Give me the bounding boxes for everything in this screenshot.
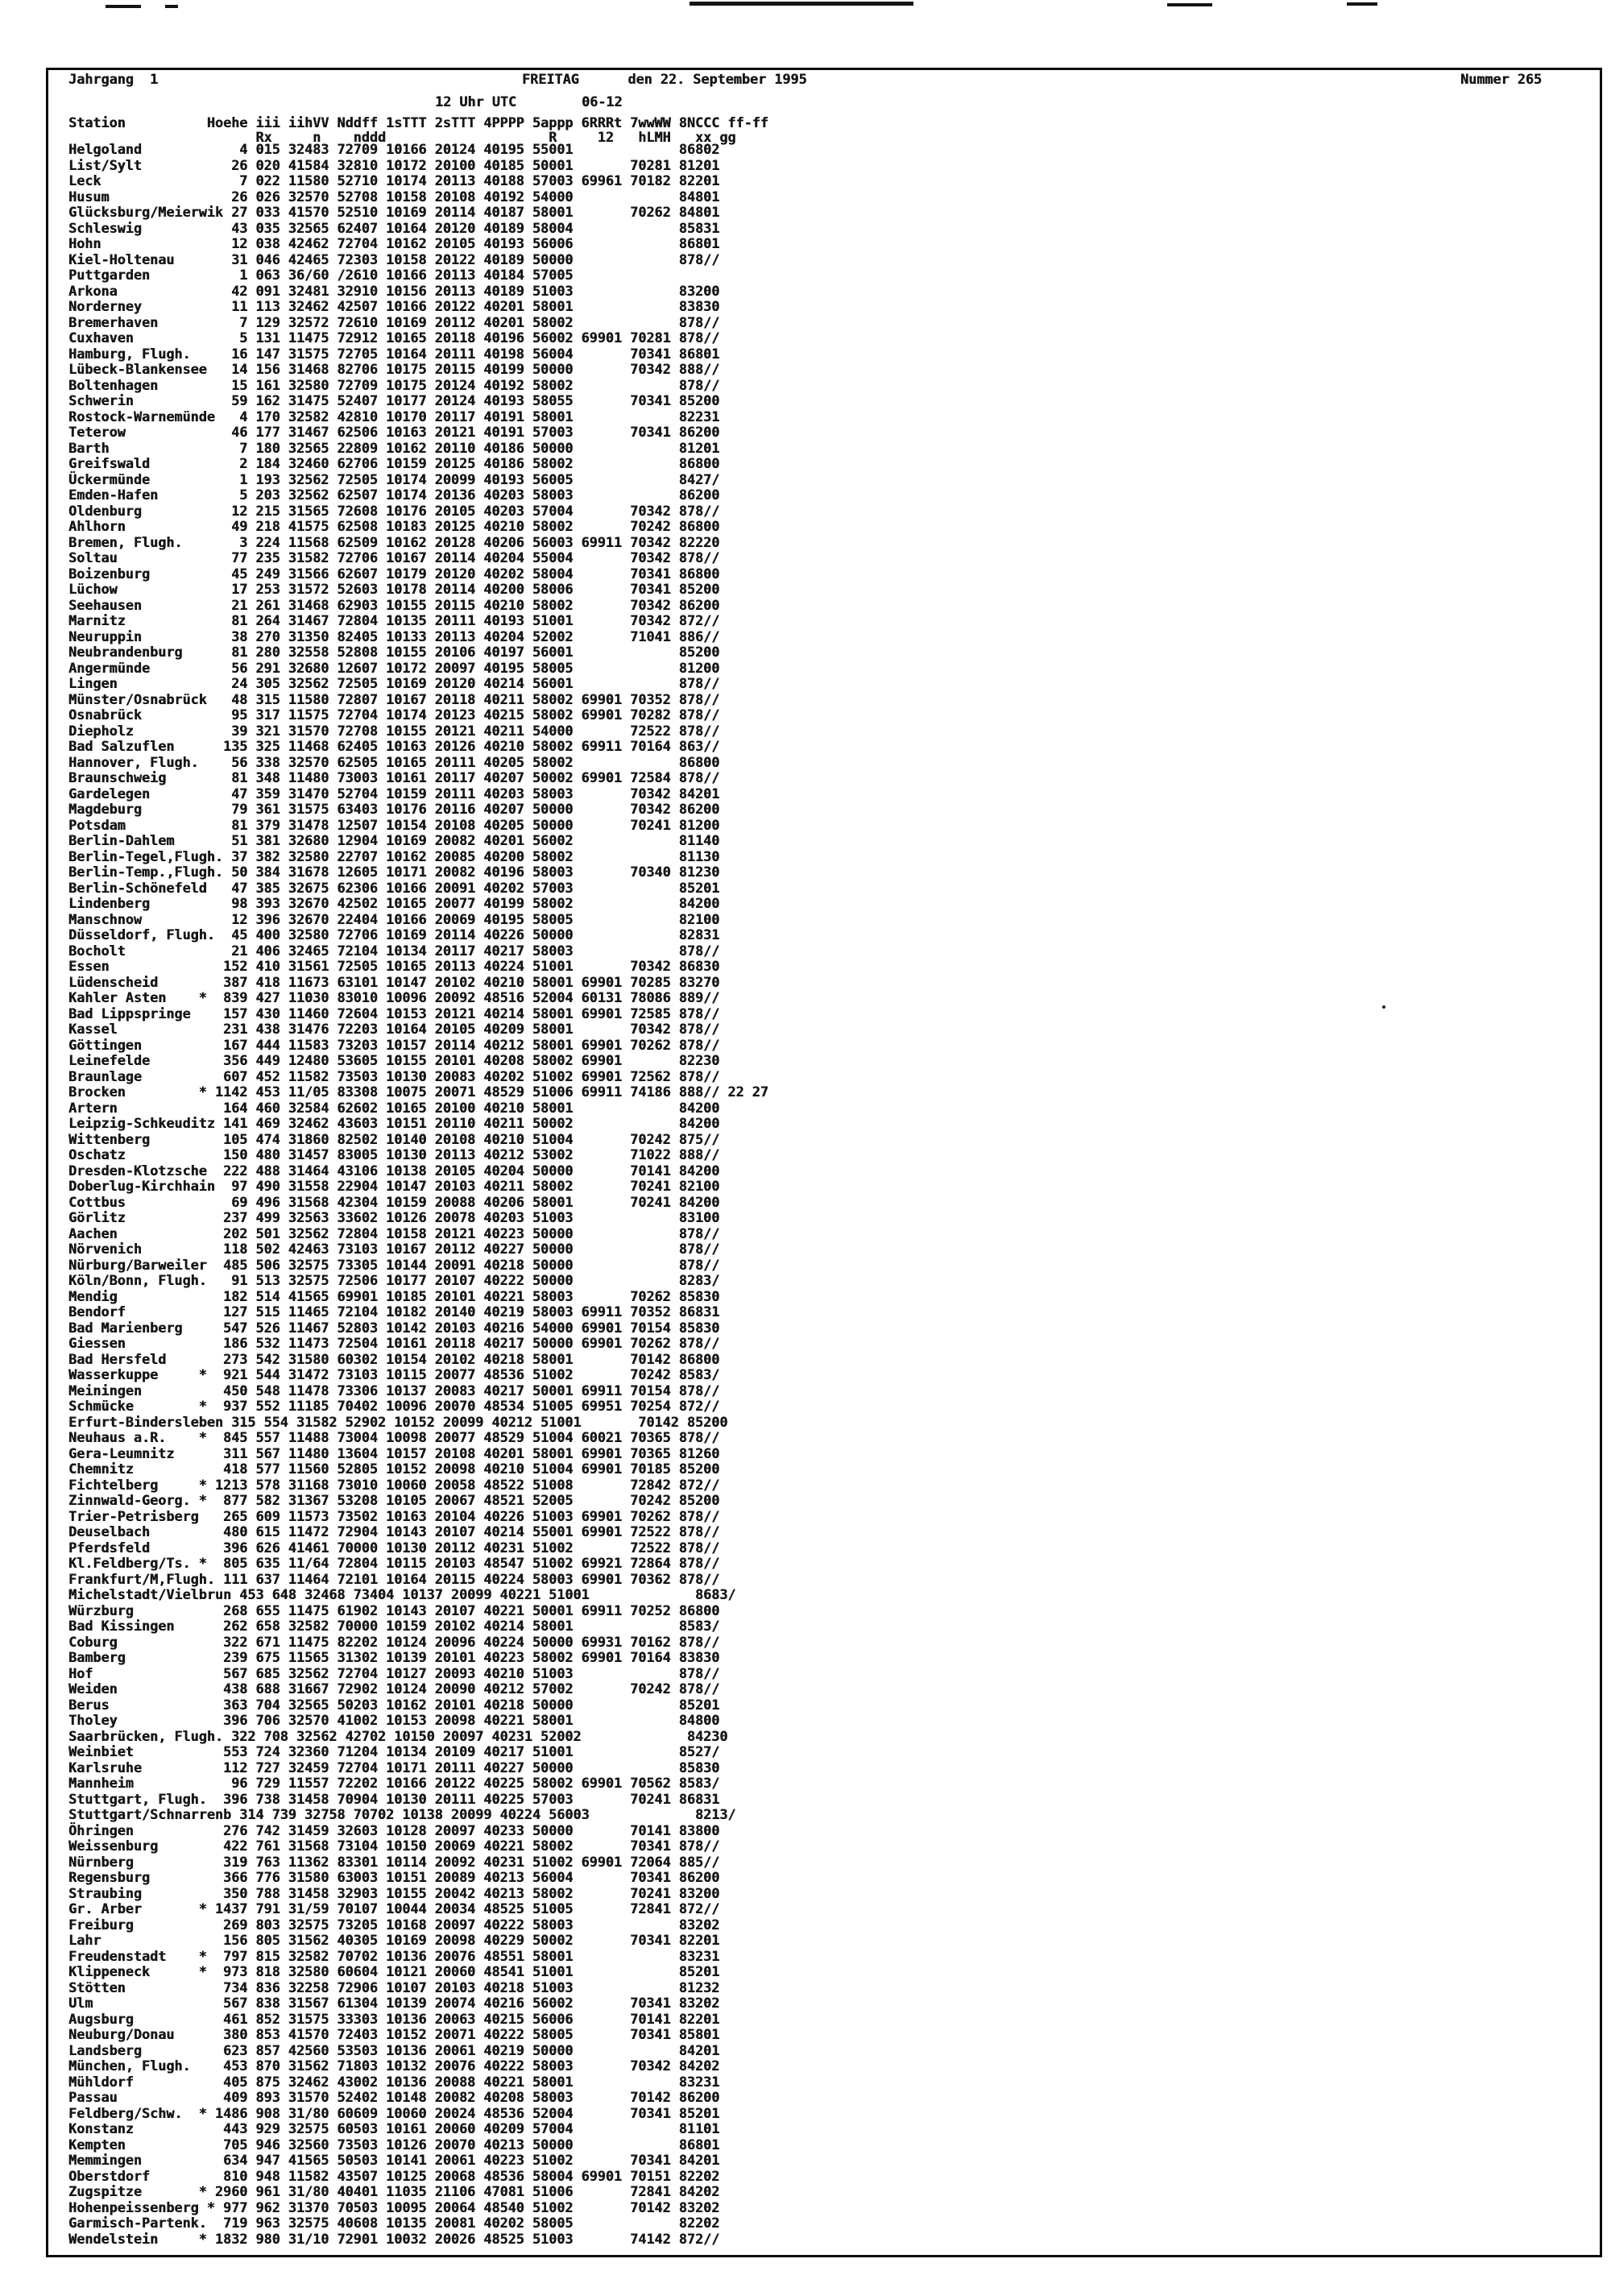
station-row: Hamburg, Flugh. 16 147 31575 72705 10164 20111 40198 56004 70341 86801	[68, 345, 720, 362]
station-row: Feldberg/Schw. * 1486 908 31/80 60609 10060 20024 48536 52004 70341 85201	[68, 2104, 720, 2121]
station-row: Lüchow 17 253 31572 52603 10178 20114 40200 58006 70341 85200	[68, 581, 720, 597]
station-row: Kiel-Holtenau 31 046 42465 72303 10158 20122 40189 50000 878//	[68, 251, 720, 267]
column-header-row-2: Rx n nddd R 12 hLMH xx gg	[68, 129, 736, 145]
station-row: Düsseldorf, Flugh. 45 400 32580 72706 10169 20114 40226 50000 82831	[68, 926, 720, 943]
station-row: Braunschweig 81 348 11480 73003 10161 20117 40207 50002 69901 72584 878//	[68, 769, 720, 785]
station-row: Giessen 186 532 11473 72504 10161 20118 40217 50000 69901 70262 878//	[68, 1335, 720, 1351]
station-row: Essen 152 410 31561 72505 10165 20113 40224 51001 70342 86830	[68, 958, 720, 974]
weekday-date-label: FREITAG den 22. September 1995	[522, 71, 807, 87]
station-row: Neuburg/Donau 380 853 41570 72403 10152 20071 40222 58005 70341 85801	[68, 2026, 720, 2042]
station-row: Münster/Osnabrück 48 315 11580 72807 10167 20118 40211 58002 69901 70352 878//	[68, 690, 720, 707]
station-row: Görlitz 237 499 32563 33602 10126 20078 40203 51003 83100	[68, 1209, 720, 1225]
station-row: Konstanz 443 929 32575 60503 10161 20060 40209 57004 81101	[68, 2120, 720, 2136]
station-row: Weinbiet 553 724 32360 71204 10134 20109 40217 51001 8527/	[68, 1743, 720, 1759]
station-row: Bremerhaven 7 129 32572 72610 10169 20112 40201 58002 878//	[68, 313, 720, 330]
station-row: Artern 164 460 32584 62602 10165 20100 40210 58001 84200	[68, 1099, 720, 1116]
scan-artifact-dash	[1167, 3, 1212, 6]
station-row: Hannover, Flugh. 56 338 32570 62505 10165 20111 40205 58002 86800	[68, 753, 720, 770]
station-table	[68, 142, 768, 2247]
station-row: Zugspitze * 2960 961 31/80 40401 11035 21106 47081 51006 72841 84202	[68, 2183, 720, 2199]
station-row: Pferdsfeld 396 626 41461 70000 10130 20112 40231 51002 72522 878//	[68, 1539, 720, 1556]
station-row: Braunlage 607 452 11582 73503 10130 20083 40202 51002 69901 72562 878//	[68, 1067, 720, 1084]
station-row: Leck 7 022 11580 52710 10174 20113 40188 57003 69961 70182 82201	[68, 172, 720, 189]
station-row: Nürburg/Barweiler 485 506 32575 73305 10144 20091 40218 50000 878//	[68, 1256, 720, 1273]
station-row: Angermünde 56 291 32680 12607 10172 20097 40195 58005 81200	[68, 659, 720, 676]
station-row: Oschatz 150 480 31457 83005 10130 20113 40212 53002 71022 888//	[68, 1146, 720, 1163]
station-row: Coburg 322 671 11475 82202 10124 20096 40224 50000 69931 70162 878//	[68, 1633, 720, 1650]
station-row: Hof 567 685 32562 72704 10127 20093 40210 51003 878//	[68, 1664, 720, 1681]
station-row: Kempten 705 946 32560 73503 10126 20070 40213 50000 86801	[68, 2136, 720, 2153]
station-row: Lindenberg 98 393 32670 42502 10165 20077 40199 58002 84200	[68, 895, 720, 911]
station-row: Saarbrücken, Flugh. 322 708 32562 42702 10150 20097 40231 52002 84230	[68, 1727, 728, 1744]
station-row: Bamberg 239 675 11565 31302 10139 20101 40223 58002 69901 70164 83830	[68, 1649, 720, 1665]
station-row: Garmisch-Partenk. 719 963 32575 40608 10135 20081 40202 58005 82202	[68, 2215, 720, 2231]
station-row: Schwerin 59 162 31475 52407 10177 20124 40193 58055 70341 85200	[68, 392, 720, 408]
station-row: Bad Kissingen 262 658 32582 70000 10159 20102 40214 58001 8583/	[68, 1618, 720, 1634]
station-row: Marnitz 81 264 31467 72804 10135 20111 40193 51001 70342 872//	[68, 612, 720, 628]
station-row: Rostock-Warnemünde 4 170 32582 42810 10170 20117 40191 58001 82231	[68, 408, 720, 425]
station-row: Stötten 734 836 32258 72906 10107 20103 40218 51003 81232	[68, 1979, 720, 1996]
station-row: Freudenstadt * 797 815 32582 70702 10136 20076 48551 58001 83231	[68, 1947, 720, 1964]
period-label: 06-12	[582, 93, 623, 110]
station-row: Doberlug-Kirchhain 97 490 31558 22904 10147 20103 40211 58002 70241 82100	[68, 1178, 720, 1194]
station-row: Cuxhaven 5 131 11475 72912 10165 20118 40196 56002 69901 70281 878//	[68, 329, 720, 346]
station-row: List/Sylt 26 020 41584 32810 10172 20100 40185 50001 70281 81201	[68, 156, 720, 173]
station-row: Fichtelberg * 1213 578 31168 73010 10060 20058 48522 51008 72842 872//	[68, 1476, 720, 1493]
station-row: Köln/Bonn, Flugh. 91 513 32575 72506 10177 20107 40222 50000 8283/	[68, 1272, 720, 1288]
station-row: Neuhaus a.R. * 845 557 11488 73004 10098 20077 48529 51004 60021 70365 878//	[68, 1429, 720, 1445]
station-row: Neubrandenburg 81 280 32558 52808 10155 20106 40197 56001 85200	[68, 644, 720, 660]
station-row: Oldenburg 12 215 31565 72608 10176 20105 40203 57004 70342 878//	[68, 502, 720, 519]
station-row: Ulm 567 838 31567 61304 10139 20074 40216 56002 70341 83202	[68, 1995, 720, 2011]
station-row: Brocken * 1142 453 11/05 83308 10075 20071 48529 51006 69911 74186 888// 22 27	[68, 1084, 768, 1100]
station-row: Husum 26 026 32570 52708 10158 20108 40192 54000 84801	[68, 188, 720, 205]
station-row: Bendorf 127 515 11465 72104 10182 20140 40219 58003 69911 70352 86831	[68, 1303, 720, 1320]
station-row: Bad Salzuflen 135 325 11468 62405 10163 20126 40210 58002 69911 70164 863//	[68, 738, 720, 754]
station-row: Weissenburg 422 761 31568 73104 10150 20069 40221 58002 70341 878//	[68, 1838, 720, 1854]
station-row: Bad Marienberg 547 526 11467 52803 10142 20103 40216 54000 69901 70154 85830	[68, 1319, 720, 1336]
station-row: Berlin-Dahlem 51 381 32680 12904 10169 20082 40201 56002 81140	[68, 832, 720, 848]
station-row: Osnabrück 95 317 11575 72704 10174 20123 40215 58002 69901 70282 878//	[68, 707, 720, 723]
station-row: Trier-Petrisberg 265 609 11573 73502 10163 20104 40226 51003 69901 70262 878//	[68, 1507, 720, 1524]
station-row: Kl.Feldberg/Ts. * 805 635 11/64 72804 10115 20103 48547 51002 69921 72864 878//	[68, 1555, 720, 1571]
station-row: Lübeck-Blankensee 14 156 31468 82706 10175 20115 40199 50000 70342 888//	[68, 361, 720, 377]
station-row: Wittenberg 105 474 31860 82502 10140 20108 40210 51004 70242 875//	[68, 1130, 720, 1147]
station-row: Straubing 350 788 31458 32903 10155 20042 40213 58002 70241 83200	[68, 1884, 720, 1901]
station-row: Neuruppin 38 270 31350 82405 10133 20113 40204 52002 71041 886//	[68, 628, 720, 644]
stray-ink-dot	[1382, 1005, 1385, 1009]
station-row: Teterow 46 177 31467 62506 10163 20121 40191 57003 70341 86200	[68, 424, 720, 440]
station-row: Leinefelde 356 449 12480 53605 10155 20101 40208 58002 69901 82230	[68, 1052, 720, 1068]
station-row: Passau 409 893 31570 52402 10148 20082 40208 58003 70142 86200	[68, 2089, 720, 2105]
station-row: Kassel 231 438 31476 72203 10164 20105 40209 58001 70342 878//	[68, 1021, 720, 1037]
station-row: Stuttgart/Schnarrenb 314 739 32758 70702 10138 20099 40224 56003 8213/	[68, 1806, 736, 1822]
station-row: Chemnitz 418 577 11560 52805 10152 20098 40210 51004 69901 70185 85200	[68, 1461, 720, 1477]
station-row: Bad Hersfeld 273 542 31580 60302 10154 20102 40218 58001 70142 86800	[68, 1350, 720, 1367]
station-row: Weiden 438 688 31667 72902 10124 20090 40212 57002 70242 878//	[68, 1681, 720, 1697]
scan-artifact-dash	[106, 5, 141, 8]
station-row: Wendelstein * 1832 980 31/10 72901 10032 20026 48525 51003 74142 872//	[68, 2230, 720, 2247]
station-row: Mühldorf 405 875 32462 43002 10136 20088 40221 58001 83231	[68, 2073, 720, 2090]
station-row: Seehausen 21 261 31468 62903 10155 20115 40210 58002 70342 86200	[68, 596, 720, 613]
station-row: Lüdenscheid 387 418 11673 63101 10147 20102 40210 58001 69901 70285 83270	[68, 973, 720, 990]
station-row: Potsdam 81 379 31478 12507 10154 20108 40205 50000 70241 81200	[68, 816, 720, 833]
station-row: Frankfurt/M,Flugh. 111 637 11464 72101 10164 20115 40224 58003 69901 70362 878//	[68, 1570, 720, 1587]
station-row: München, Flugh. 453 870 31562 71803 10132 20076 40222 58003 70342 84202	[68, 2058, 720, 2074]
station-row: Wasserkuppe * 921 544 31472 73103 10115 20077 48536 51002 70242 8583/	[68, 1366, 720, 1382]
station-row: Zinnwald-Georg. * 877 582 31367 53208 10105 20067 48521 52005 70242 85200	[68, 1492, 720, 1508]
station-row: Boltenhagen 15 161 32580 72709 10175 20124 40192 58002 878//	[68, 376, 720, 393]
station-row: Lahr 156 805 31562 40305 10169 20098 40229 50002 70341 82201	[68, 1932, 720, 1948]
station-row: Barth 7 180 32565 22809 10162 20110 40186 50000 81201	[68, 439, 720, 456]
station-row: Augsburg 461 852 31575 33303 10136 20063 40215 56006 70141 82201	[68, 2010, 720, 2027]
station-row: Oberstdorf 810 948 11582 43507 10125 20068 48536 58004 69901 70151 82202	[68, 2167, 720, 2184]
station-row: Leipzig-Schkeuditz 141 469 32462 43603 10151 20110 40211 50002 84200	[68, 1115, 720, 1131]
observation-time-label: 12 Uhr UTC	[435, 93, 517, 110]
station-row: Gardelegen 47 359 31470 52704 10159 20111 40203 58003 70342 84201	[68, 785, 720, 802]
station-row: Manschnow 12 396 32670 22404 10166 20069 40195 58005 82100	[68, 910, 720, 927]
station-row: Ahlhorn 49 218 41575 62508 10183 20125 40210 58002 70242 86800	[68, 518, 720, 534]
scan-artifact-dash	[690, 2, 913, 6]
station-row: Schmücke * 937 552 11185 70402 10096 20070 48534 51005 69951 70254 872//	[68, 1398, 720, 1414]
station-row: Regensburg 366 776 31580 63003 10151 20089 40213 56004 70341 86200	[68, 1869, 720, 1885]
station-row: Deuselbach 480 615 11472 72904 10143 20107 40214 55001 69901 72522 878//	[68, 1523, 720, 1540]
station-row: Arkona 42 091 32481 32910 10156 20113 40189 51003 83200	[68, 282, 720, 299]
station-row: Emden-Hafen 5 203 32562 62507 10174 20136 40203 58003 86200	[68, 487, 720, 503]
journal-year-label: Jahrgang 1	[68, 71, 159, 87]
station-row: Klippeneck * 973 818 32580 60604 10121 20060 48541 51001 85201	[68, 1963, 720, 1979]
station-row: Boizenburg 45 249 31566 62607 10179 20120 40202 58004 70341 86800	[68, 565, 720, 582]
station-row: Puttgarden 1 063 36/60 /2610 10166 20113 40184 57005	[68, 267, 574, 283]
station-row: Freiburg 269 803 32575 73205 10168 20097 40222 58003 83202	[68, 1916, 720, 1933]
station-row: Memmingen 634 947 41565 50503 10141 20061 40223 51002 70341 84201	[68, 2152, 720, 2168]
station-row: Meiningen 450 548 11478 73306 10137 20083 40217 50001 69911 70154 878//	[68, 1382, 720, 1399]
station-row: Greifswald 2 184 32460 62706 10159 20125 40186 58002 86800	[68, 455, 720, 471]
station-row: Öhringen 276 742 31459 32603 10128 20097 40233 50000 70141 83800	[68, 1821, 720, 1838]
station-row: Cottbus 69 496 31568 42304 10159 20088 40206 58001 70241 84200	[68, 1193, 720, 1210]
station-row: Mannheim 96 729 11557 72202 10166 20122 40225 58002 69901 70562 8583/	[68, 1775, 720, 1791]
station-row: Berus 363 704 32565 50203 10162 20101 40218 50000 85201	[68, 1696, 720, 1713]
station-row: Norderney 11 113 32462 42507 10166 20122 40201 58001 83830	[68, 298, 720, 314]
station-row: Gera-Leumnitz 311 567 11480 13604 10157 20108 40201 58001 69901 70365 81260	[68, 1444, 720, 1461]
station-row: Göttingen 167 444 11583 73203 10157 20114 40212 58001 69901 70262 878//	[68, 1036, 720, 1053]
station-row: Hohn 12 038 42462 72704 10162 20105 40193 56006 86801	[68, 235, 720, 251]
station-row: Berlin-Temp.,Flugh. 50 384 31678 12605 10171 20082 40196 58003 70340 81230	[68, 864, 720, 880]
station-row: Ückermünde 1 193 32562 72505 10174 20099 40193 56005 8427/	[68, 470, 720, 487]
station-row: Michelstadt/Vielbrun 453 648 32468 73404 10137 20099 40221 51001 8683/	[68, 1586, 736, 1602]
station-row: Gr. Arber * 1437 791 31/59 70107 10044 20034 48525 51005 72841 872//	[68, 1900, 720, 1917]
station-row: Helgoland 4 015 32483 72709 10166 20124 40195 55001 86802	[68, 141, 720, 157]
issue-number-label: Nummer 265	[1460, 71, 1543, 87]
station-row: Glücksburg/Meierwik 27 033 41570 52510 10169 20114 40187 58001 70262 84801	[68, 204, 720, 220]
station-row: Berlin-Tegel,Flugh. 37 382 32580 22707 10162 20085 40200 58002 81130	[68, 848, 720, 864]
station-row: Stuttgart, Flugh. 396 738 31458 70904 10130 20111 40225 57003 70241 86831	[68, 1790, 720, 1807]
station-row: Magdeburg 79 361 31575 63403 10176 20116 40207 50000 70342 86200	[68, 801, 720, 817]
station-row: Hohenpeissenberg * 977 962 31370 70503 10095 20064 48540 51002 70142 83202	[68, 2199, 720, 2215]
station-row: Erfurt-Bindersleben 315 554 31582 52902 10152 20099 40212 51001 70142 85200	[68, 1413, 728, 1430]
station-row: Lingen 24 305 32562 72505 10169 20120 40214 56001 878//	[68, 675, 720, 691]
station-row: Aachen 202 501 32562 72804 10158 20121 40223 50000 878//	[68, 1225, 720, 1241]
station-row: Kahler Asten * 839 427 11030 83010 10096 20092 48516 52004 60131 78086 889//	[68, 989, 720, 1005]
station-row: Tholey 396 706 32570 41002 10153 20098 40221 58001 84800	[68, 1712, 720, 1728]
scan-artifact-dash	[165, 5, 178, 8]
station-row: Bad Lippspringe 157 430 11460 72604 10153 20121 40214 58001 69901 72585 878//	[68, 1005, 720, 1022]
station-row: Bremen, Flugh. 3 224 11568 62509 10162 20128 40206 56003 69911 70342 82220	[68, 533, 720, 550]
station-row: Diepholz 39 321 31570 72708 10155 20121 40211 54000 72522 878//	[68, 722, 720, 739]
station-row: Bocholt 21 406 32465 72104 10134 20117 40217 58003 878//	[68, 942, 720, 959]
station-row: Karlsruhe 112 727 32459 72704 10171 20111 40227 50000 85830	[68, 1759, 720, 1776]
station-row: Nörvenich 118 502 42463 73103 10167 20112 40227 50000 878//	[68, 1241, 720, 1257]
station-row: Dresden-Klotzsche 222 488 31464 43106 10138 20105 40204 50000 70141 84200	[68, 1162, 720, 1179]
station-row: Würzburg 268 655 11475 61902 10143 20107 40221 50001 69911 70252 86800	[68, 1602, 720, 1618]
scan-artifact-dash	[1347, 2, 1377, 6]
station-row: Mendig 182 514 41565 69901 10185 20101 40221 58003 70262 85830	[68, 1287, 720, 1304]
station-row: Schleswig 43 035 32565 62407 10164 20120 40189 58004 85831	[68, 219, 720, 236]
column-header-row-1: Station Hoehe iii iihVV Nddff 1sTTT 2sTTT 4PPPP 5appp 6RRRt 7wwWW 8NCCC ff-ff	[68, 114, 768, 131]
station-row: Nürnberg 319 763 11362 83301 10114 20092 40231 51002 69901 72064 885//	[68, 1853, 720, 1870]
station-row: Berlin-Schönefeld 47 385 32675 62306 10166 20091 40202 57003 85201	[68, 879, 720, 896]
station-row: Soltau 77 235 31582 72706 10167 20114 40204 55004 70342 878//	[68, 549, 720, 566]
station-row: Landsberg 623 857 42560 53503 10136 20061 40219 50000 84201	[68, 2041, 720, 2058]
